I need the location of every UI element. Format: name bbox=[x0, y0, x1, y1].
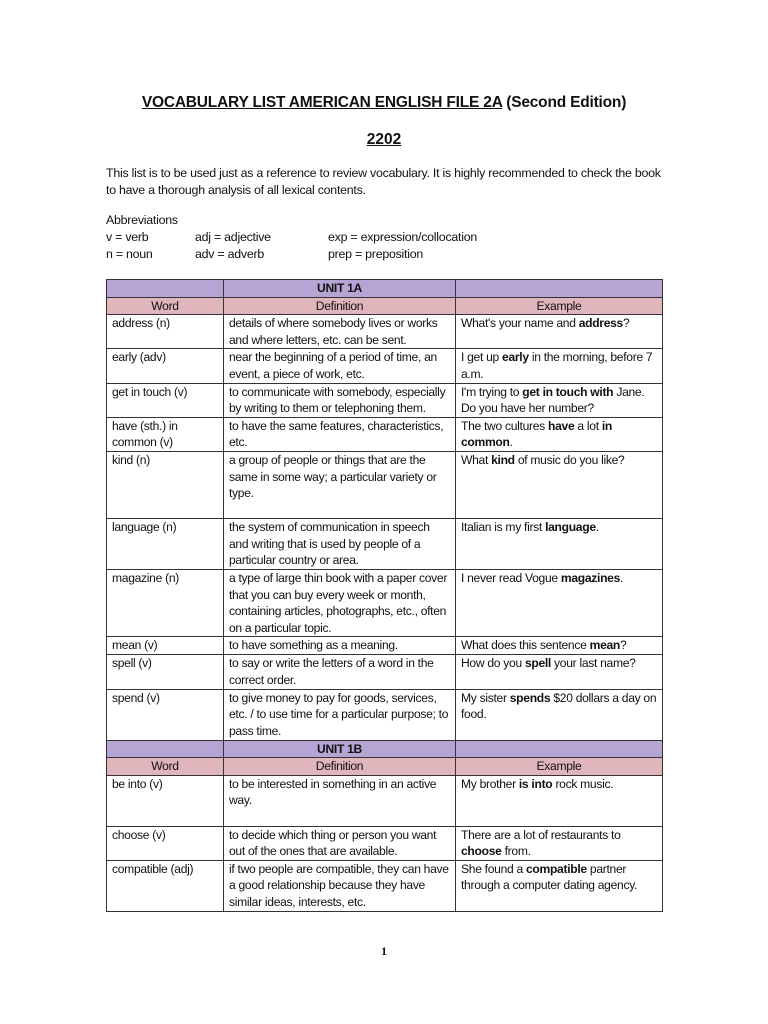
example-text: My sister bbox=[461, 690, 510, 705]
example-text: rock music. bbox=[552, 776, 614, 791]
abbreviations-row bbox=[106, 230, 666, 247]
course-code: 2202 bbox=[366, 131, 402, 148]
example-text: My brother bbox=[461, 776, 519, 791]
vocab-example bbox=[456, 349, 663, 383]
example-keyword: spends bbox=[509, 690, 551, 705]
vocab-definition: a group of people or things that are the same in some way; a particular variety or type. bbox=[224, 451, 456, 518]
vocab-definition: to have the same features, characteristics, etc. bbox=[224, 417, 456, 451]
vocab-word: get in touch (v) bbox=[107, 383, 224, 417]
example-text: . bbox=[509, 435, 513, 450]
example-text: your last name? bbox=[551, 656, 636, 671]
example-text: Italian is my first bbox=[461, 519, 546, 534]
vocab-definition: to give money to pay for goods, services, etc. / to use time for a particular purpose; to pass time. bbox=[224, 689, 456, 740]
abbreviations-row bbox=[106, 247, 666, 264]
unit-header-blank bbox=[456, 280, 663, 298]
abbr-preposition: prep = preposition bbox=[328, 247, 424, 261]
example-keyword: mean bbox=[589, 638, 621, 653]
vocab-row bbox=[107, 826, 663, 860]
vocab-word: language (n) bbox=[107, 518, 224, 569]
vocab-example bbox=[456, 860, 663, 911]
example-text: The two cultures bbox=[461, 418, 548, 433]
title-main: VOCABULARY LIST AMERICAN ENGLISH FILE 2A bbox=[141, 94, 503, 111]
example-text: There are a lot of restaurants to bbox=[461, 827, 621, 842]
example-keyword: in common bbox=[461, 418, 613, 450]
example-text: $20 dollars a day on food. bbox=[461, 690, 657, 722]
vocab-row bbox=[107, 689, 663, 740]
unit-title: UNIT 1B bbox=[224, 740, 456, 758]
example-text: How do you bbox=[461, 656, 525, 671]
page-title bbox=[0, 94, 768, 112]
column-header-example: Example bbox=[456, 297, 663, 315]
abbr-adjective: adj = adjective bbox=[195, 230, 271, 244]
vocab-definition: to have something as a meaning. bbox=[224, 637, 456, 655]
example-text: I'm trying to bbox=[461, 384, 523, 399]
vocab-word: compatible (adj) bbox=[107, 860, 224, 911]
vocab-definition: if two people are compatible, they can have a good relationship because they have similar ideas, interests, etc. bbox=[224, 860, 456, 911]
vocab-definition: to say or write the letters of a word in the correct order. bbox=[224, 655, 456, 689]
example-keyword: early bbox=[502, 350, 529, 365]
page-number: 1 bbox=[381, 944, 387, 958]
vocab-row bbox=[107, 315, 663, 349]
column-header-row bbox=[107, 297, 663, 315]
vocab-row bbox=[107, 637, 663, 655]
example-text: from. bbox=[501, 844, 531, 859]
example-keyword: get in touch with bbox=[522, 384, 614, 399]
example-text: I never read Vogue bbox=[461, 570, 561, 585]
vocab-definition: to communicate with somebody, especially by writing to them or telephoning them. bbox=[224, 383, 456, 417]
vocab-example bbox=[456, 569, 663, 636]
vocab-example bbox=[456, 383, 663, 417]
title-edition: (Second Edition) bbox=[502, 94, 627, 111]
unit-title: UNIT 1A bbox=[224, 280, 456, 298]
column-header-example: Example bbox=[456, 758, 663, 776]
vocab-example bbox=[456, 315, 663, 349]
vocab-row bbox=[107, 383, 663, 417]
unit-header-row bbox=[107, 280, 663, 298]
example-text: What does this sentence bbox=[461, 638, 590, 653]
unit-header-blank bbox=[107, 280, 224, 298]
vocab-word: address (n) bbox=[107, 315, 224, 349]
vocab-definition: details of where somebody lives or works and where letters, etc. can be sent. bbox=[224, 315, 456, 349]
vocab-example bbox=[456, 451, 663, 518]
example-text: of music do you like? bbox=[514, 452, 625, 467]
vocab-definition: to be interested in something in an active way. bbox=[224, 775, 456, 826]
vocab-row bbox=[107, 349, 663, 383]
unit-header-blank bbox=[107, 740, 224, 758]
vocab-example bbox=[456, 637, 663, 655]
vocab-word: spell (v) bbox=[107, 655, 224, 689]
example-text: in the morning, before 7 a.m. bbox=[461, 350, 653, 381]
abbreviations-title: Abbreviations bbox=[106, 213, 178, 227]
vocab-word: choose (v) bbox=[107, 826, 224, 860]
vocab-example bbox=[456, 655, 663, 689]
vocab-example bbox=[456, 775, 663, 826]
example-text: ? bbox=[620, 638, 627, 653]
vocab-definition: to decide which thing or person you want out of the ones that are available. bbox=[224, 826, 456, 860]
vocab-word: mean (v) bbox=[107, 637, 224, 655]
example-keyword: address bbox=[578, 316, 623, 331]
vocab-word: have (sth.) in common (v) bbox=[107, 417, 224, 451]
example-text: . bbox=[620, 570, 624, 585]
example-keyword: is into bbox=[518, 776, 553, 791]
example-keyword: kind bbox=[491, 452, 515, 467]
example-keyword: compatible bbox=[526, 861, 587, 876]
vocab-word: be into (v) bbox=[107, 775, 224, 826]
vocab-word: spend (v) bbox=[107, 689, 224, 740]
vocab-definition: near the beginning of a period of time, an event, a piece of work, etc. bbox=[224, 349, 456, 383]
vocab-definition: the system of communication in speech and writing that is used by people of a particular country or area. bbox=[224, 518, 456, 569]
vocab-row bbox=[107, 860, 663, 911]
vocab-definition: a type of large thin book with a paper cover that you can buy every week or month, containing articles, photographs, etc., often on a particular topic. bbox=[224, 569, 456, 636]
vocab-row bbox=[107, 775, 663, 826]
column-header-row bbox=[107, 758, 663, 776]
example-keyword: magazines bbox=[560, 570, 621, 585]
vocab-row bbox=[107, 518, 663, 569]
abbr-verb: v = verb bbox=[106, 230, 149, 244]
column-header-definition: Definition bbox=[224, 758, 456, 776]
example-text: What bbox=[461, 452, 492, 467]
example-text: What's your name and bbox=[461, 316, 579, 331]
vocab-word: magazine (n) bbox=[107, 569, 224, 636]
abbr-expression: exp = expression/collocation bbox=[328, 230, 478, 244]
vocab-row bbox=[107, 569, 663, 636]
intro-paragraph: This list is to be used just as a reference to review vocabulary. It is highly recommended to check the book to have a thorough analysis of all lexical contents. bbox=[106, 166, 661, 197]
vocab-example bbox=[456, 417, 663, 451]
vocab-example bbox=[456, 689, 663, 740]
abbr-adverb: adv = adverb bbox=[195, 247, 264, 261]
column-header-word: Word bbox=[107, 297, 224, 315]
unit-header-row bbox=[107, 740, 663, 758]
example-text: Jane. Do you have her number? bbox=[461, 384, 645, 416]
example-keyword: choose bbox=[461, 844, 502, 859]
column-header-definition: Definition bbox=[224, 297, 456, 315]
abbr-noun: n = noun bbox=[106, 247, 153, 261]
vocabulary-table bbox=[106, 279, 663, 912]
vocab-word: early (adv) bbox=[107, 349, 224, 383]
example-text: ? bbox=[622, 316, 630, 331]
vocab-example bbox=[456, 826, 663, 860]
vocab-row bbox=[107, 655, 663, 689]
unit-header-blank bbox=[456, 740, 663, 758]
vocab-word: kind (n) bbox=[107, 451, 224, 518]
example-text: a lot bbox=[574, 418, 602, 433]
example-text: . bbox=[595, 519, 599, 534]
vocab-example bbox=[456, 518, 663, 569]
example-keyword: language bbox=[545, 519, 596, 534]
column-header-word: Word bbox=[107, 758, 224, 776]
vocab-row bbox=[107, 417, 663, 451]
vocab-row bbox=[107, 451, 663, 518]
example-text: I get up bbox=[461, 350, 503, 365]
example-text: She found a bbox=[461, 861, 526, 876]
example-keyword: spell bbox=[524, 656, 551, 671]
example-text: partner through a computer dating agency. bbox=[461, 861, 638, 893]
example-keyword: have bbox=[548, 418, 575, 433]
